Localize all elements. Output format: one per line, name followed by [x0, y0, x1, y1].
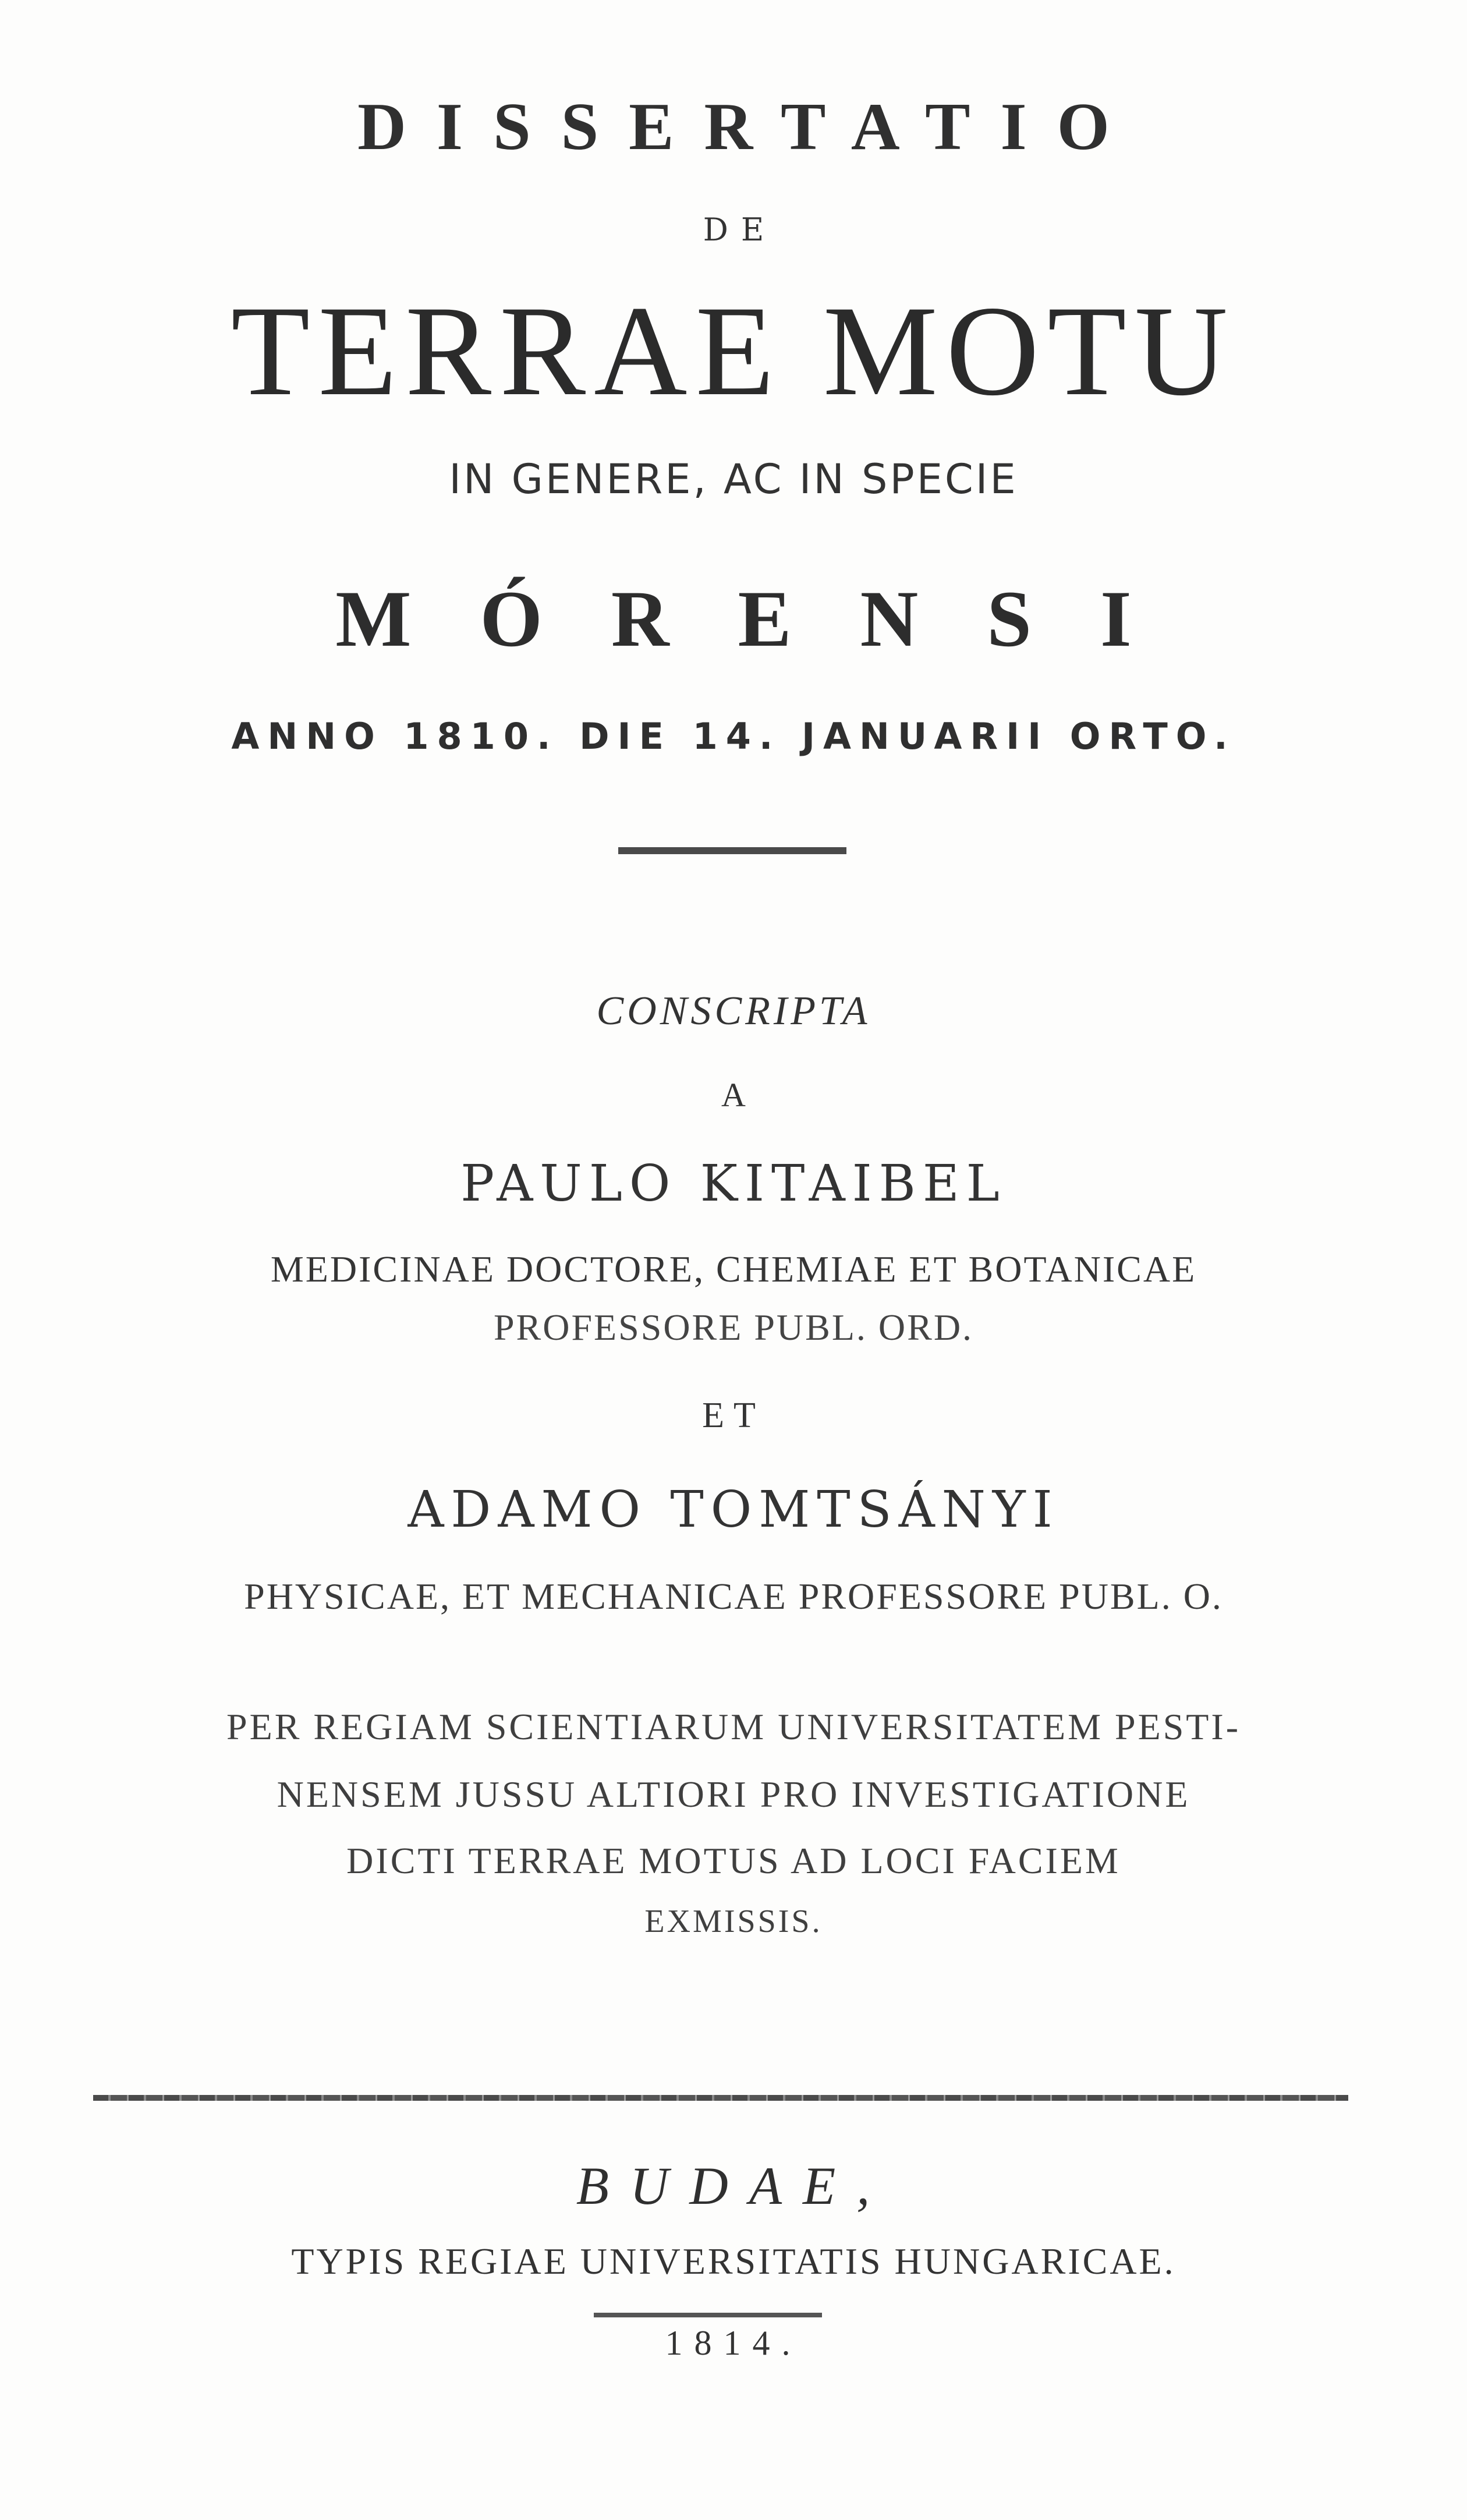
short-divider-rule — [618, 847, 846, 854]
commission-line4: EXMISSIS. — [644, 1903, 823, 1939]
author1-title-line2: PROFESSORE PUBL. ORD. — [493, 1307, 974, 1348]
author1-title-line1: MEDICINAE DOCTORE, CHEMIAE ET BOTANICAE — [270, 1248, 1197, 1290]
imprint-printer: TYPIS REGIAE UNIVERSITATIS HUNGARICAE. — [291, 2241, 1176, 2282]
commission-line2: NENSEM JUSSU ALTIORI PRO INVESTIGATIONE — [277, 1774, 1190, 1815]
commission-line1: PER REGIAM SCIENTIARUM UNIVERSITATEM PESTI- — [226, 1706, 1241, 1747]
scope-line: IN GENERE, AC IN SPECIE — [449, 455, 1018, 503]
author2-title: PHYSICAE, ET MECHANICAE PROFESSORE PUBL. O. — [244, 1576, 1223, 1617]
year-rule — [594, 2313, 822, 2317]
author1-name: PAULO KITAIBEL — [460, 1155, 1007, 1213]
commission-line3: DICTI TERRAE MOTUS AD LOCI FACIEM — [346, 1840, 1121, 1881]
date-line: ANNO 1810. DIE 14. JANUARII ORTO. — [231, 715, 1236, 758]
conjunction-et: ET — [702, 1396, 765, 1435]
conscripta-label: CONSCRIPTA — [596, 989, 871, 1034]
dissertation-title: DISSERTATIO — [357, 90, 1140, 164]
author2-name: ADAMO TOMTSÁNYI — [408, 1481, 1060, 1539]
long-divider-rule — [93, 2095, 1348, 2101]
preposition-de: DE — [703, 211, 777, 248]
place-heading: MÓRENSI — [335, 574, 1200, 663]
subject-heading: TERRAE MOTU — [231, 279, 1236, 423]
imprint-year: 1814. — [665, 2324, 802, 2362]
preposition-a: A — [721, 1076, 746, 1114]
imprint-city: BUDAE, — [576, 2156, 891, 2215]
